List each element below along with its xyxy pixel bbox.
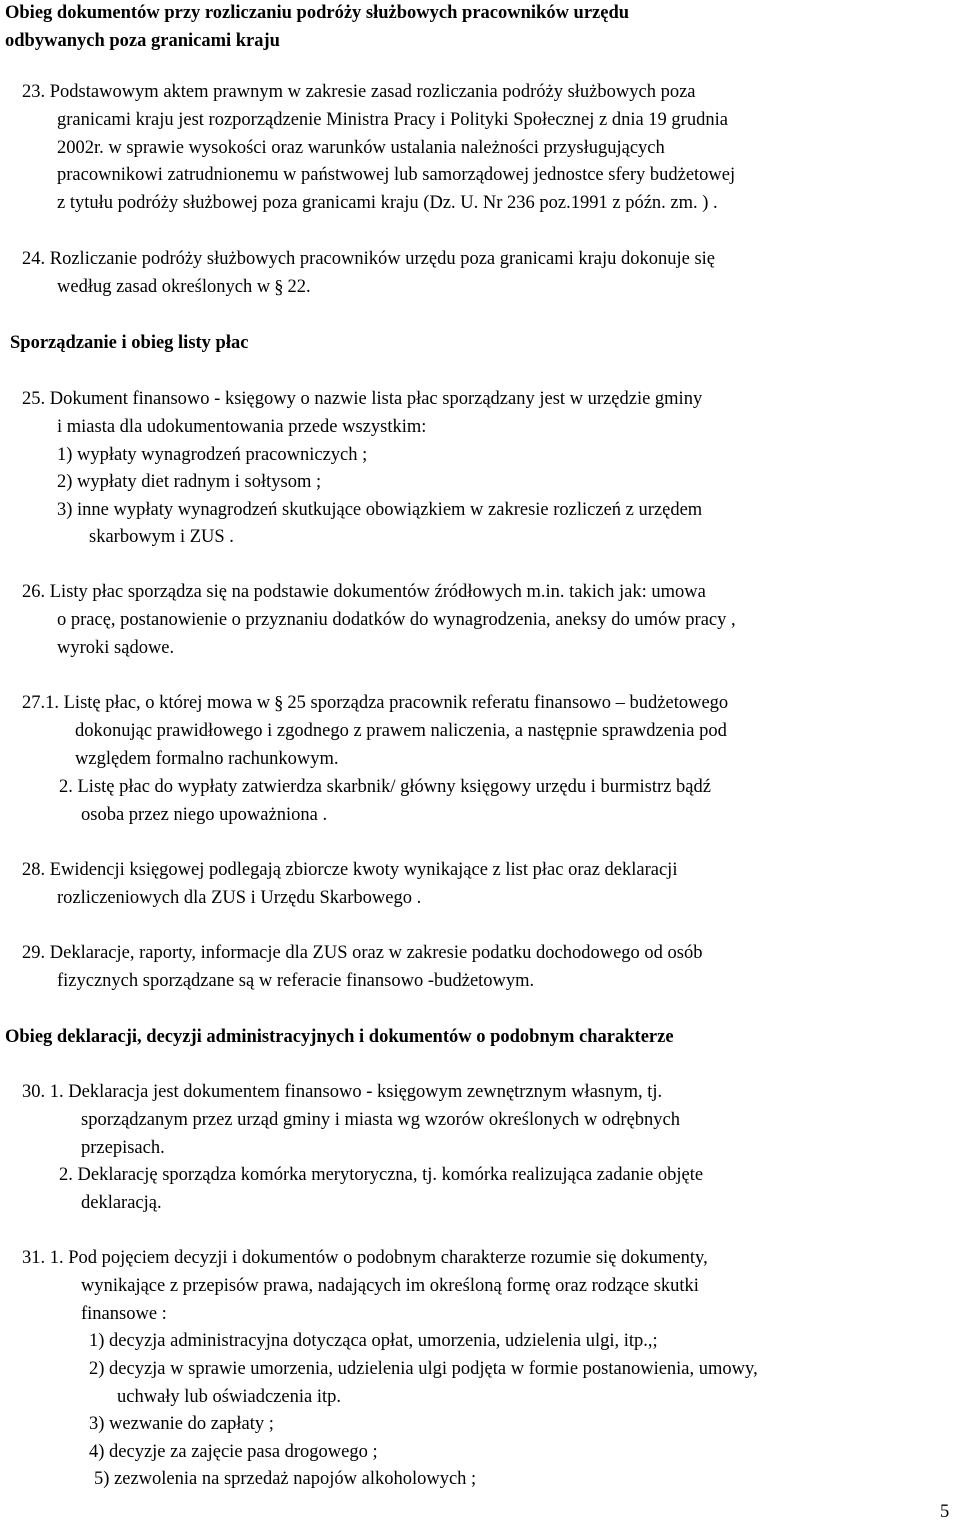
paragraph-line: przepisach. — [81, 1137, 165, 1158]
heading-declarations — [5, 1024, 674, 1052]
heading-travel-settlement — [5, 0, 629, 55]
paragraph-27-sub2 — [59, 774, 711, 802]
paragraph-26-body — [57, 607, 736, 662]
paragraph-line: 24. Rozliczanie podróży służbowych pracowników urzędu poza granicami kraju dokonuje się — [22, 249, 716, 269]
paragraph-line: 28. Ewidencji księgowej podlegają zbiorcze kwoty wynikające z list płac oraz deklaracji — [22, 860, 678, 880]
heading-line: Obieg dokumentów przy rozliczaniu podróży służbowych pracowników urzędu — [5, 3, 630, 23]
paragraph-31-list-last — [94, 1466, 476, 1494]
paragraph-line: 2. Deklarację sporządza komórka merytoryczna, tj. komórka realizująca zadanie objęte — [59, 1165, 704, 1185]
paragraph-line — [57, 274, 311, 302]
list-item: 3) inne wypłaty wynagrodzeń skutkujące obowiązkiem w zakresie rozliczeń z urzędem — [57, 499, 703, 520]
paragraph-line: osoba przez niego upoważniona . — [81, 805, 328, 825]
paragraph-line: względem formalno rachunkowym. — [75, 748, 339, 769]
paragraph-text: 25 sporządza pracownik referatu finansowo – budżetowego — [287, 693, 729, 713]
paragraph-23 — [22, 79, 696, 107]
heading-line: odbywanych poza granicami kraju — [5, 30, 280, 51]
paragraph-line: z tytułu podróży służbowej poza granicami kraju (Dz. U. Nr 236 poz.1991 z późn. zm. ) . — [57, 192, 718, 213]
paragraph-27-body — [75, 718, 727, 773]
paragraph-line: granicami kraju jest rozporządzenie Ministra Pracy i Polityki Społecznej z dnia 19 grudnia — [57, 110, 728, 130]
paragraph-line: fizycznych sporządzane są w referacie finansowo -budżetowym. — [57, 971, 535, 991]
paragraph-number: 27.1. — [22, 693, 59, 713]
paragraph-31-body — [81, 1273, 699, 1328]
paragraph-line: sporządzanym przez urząd gminy i miasta wg wzorów określonych w odrębnych — [81, 1110, 681, 1130]
list-item: 2) wypłaty diet radnym i sołtysom ; — [57, 472, 322, 492]
paragraph-text: Listę płac, o której mowa w — [63, 693, 271, 713]
paragraph-line: 2002r. w sprawie wysokości oraz warunków ustalania należności przysługujących — [57, 137, 665, 158]
paragraph-line: i miasta dla udokumentowania przede wszystkim: — [57, 417, 427, 437]
paragraph-29-body — [57, 968, 534, 996]
list-item-continuation — [117, 1384, 341, 1412]
paragraph-31-list — [89, 1328, 758, 1383]
paragraph-28-body — [57, 885, 421, 913]
page-number — [940, 1499, 949, 1527]
paragraph-31-list-rest — [89, 1411, 378, 1466]
paragraph-30 — [22, 1079, 662, 1107]
paragraph-26 — [22, 579, 706, 607]
paragraph-line — [22, 690, 728, 718]
paragraph-line: finansowe : — [81, 1303, 167, 1324]
list-item: 1) decyzja administracyjna dotycząca opłat, umorzenia, udzielenia ulgi, itp.,; — [89, 1331, 658, 1351]
paragraph-23-body — [57, 107, 735, 217]
list-item: 4) decyzje za zajęcie pasa drogowego ; — [89, 1441, 378, 1462]
paragraph-line: 25. Dokument finansowo - księgowy o nazwie lista płac sporządzany jest w urzędzie gminy — [22, 389, 703, 409]
paragraph-24 — [22, 246, 715, 274]
paragraph-line: 23. Podstawowym aktem prawnym w zakresie zasad rozliczania podróży służbowych poza — [22, 82, 696, 102]
heading-payroll — [10, 330, 248, 358]
paragraph-line: wyroki sądowe. — [57, 637, 175, 658]
paragraph-line: 30. 1. Deklaracja jest dokumentem finansowo - księgowym zewnętrznym własnym, tj. — [22, 1082, 663, 1102]
paragraph-line: 31. 1. Pod pojęciem decyzji i dokumentów o podobnym charakterze rozumie się dokumenty, — [22, 1248, 708, 1268]
paragraph-25-body — [57, 414, 702, 524]
list-item-continuation — [89, 524, 234, 552]
paragraph-27-sub2-cont — [81, 802, 327, 830]
paragraph-line: 26. Listy płac sporządza się na podstawie dokumentów źródłowych m.in. takich jak: umowa — [22, 582, 706, 602]
section-sign: § — [274, 277, 284, 298]
section-sign: § — [274, 693, 284, 714]
paragraph-line: skarbowym i ZUS . — [89, 527, 234, 547]
paragraph-line: wynikające z przepisów prawa, nadających im określoną formę oraz rodzące skutki — [81, 1276, 699, 1296]
paragraph-30-sub2 — [59, 1162, 703, 1190]
list-item: 2) decyzja w sprawie umorzenia, udzielenia ulgi podjęta w formie postanowienia, umowy, — [89, 1358, 758, 1379]
list-item: 5) zezwolenia na sprzedaż napojów alkoholowych ; — [94, 1469, 477, 1489]
paragraph-25 — [22, 386, 702, 414]
paragraph-text: 22. — [287, 277, 311, 297]
paragraph-line: dokonując prawidłowego i zgodnego z prawem naliczenia, a następnie sprawdzenia pod — [75, 721, 727, 741]
paragraph-28 — [22, 857, 677, 885]
paragraph-29 — [22, 940, 703, 968]
paragraph-31 — [22, 1245, 708, 1273]
paragraph-24-body — [57, 274, 311, 302]
paragraph-text: według zasad określonych w — [57, 277, 271, 297]
list-item: uchwały lub oświadczenia itp. — [117, 1387, 341, 1407]
paragraph-27 — [22, 690, 728, 718]
paragraph-line: deklaracją. — [81, 1193, 162, 1213]
heading-line: Sporządzanie i obieg listy płac — [10, 333, 249, 353]
paragraph-line: rozliczeniowych dla ZUS i Urzędu Skarbowego . — [57, 888, 422, 908]
paragraph-30-body — [81, 1107, 680, 1162]
list-item: 1) wypłaty wynagrodzeń pracowniczych ; — [57, 444, 368, 465]
paragraph-line: o pracę, postanowienie o przyznaniu dodatków do wynagrodzenia, aneksy do umów pracy , — [57, 610, 736, 630]
paragraph-line: 29. Deklaracje, raporty, informacje dla ZUS oraz w zakresie podatku dochodowego od osób — [22, 943, 703, 963]
page-number-text: 5 — [940, 1502, 950, 1522]
list-item: 3) wezwanie do zapłaty ; — [89, 1414, 274, 1434]
paragraph-line: 2. Listę płac do wypłaty zatwierdza skarbnik/ główny księgowy urzędu i burmistrz bądź — [59, 777, 711, 797]
paragraph-line: pracownikowi zatrudnionemu w państwowej lub samorządowej jednostce sfery budżetowej — [57, 165, 736, 185]
heading-line: Obieg deklaracji, decyzji administracyjnych i dokumentów o podobnym charakterze — [5, 1027, 674, 1047]
paragraph-30-sub2-cont — [81, 1190, 162, 1218]
